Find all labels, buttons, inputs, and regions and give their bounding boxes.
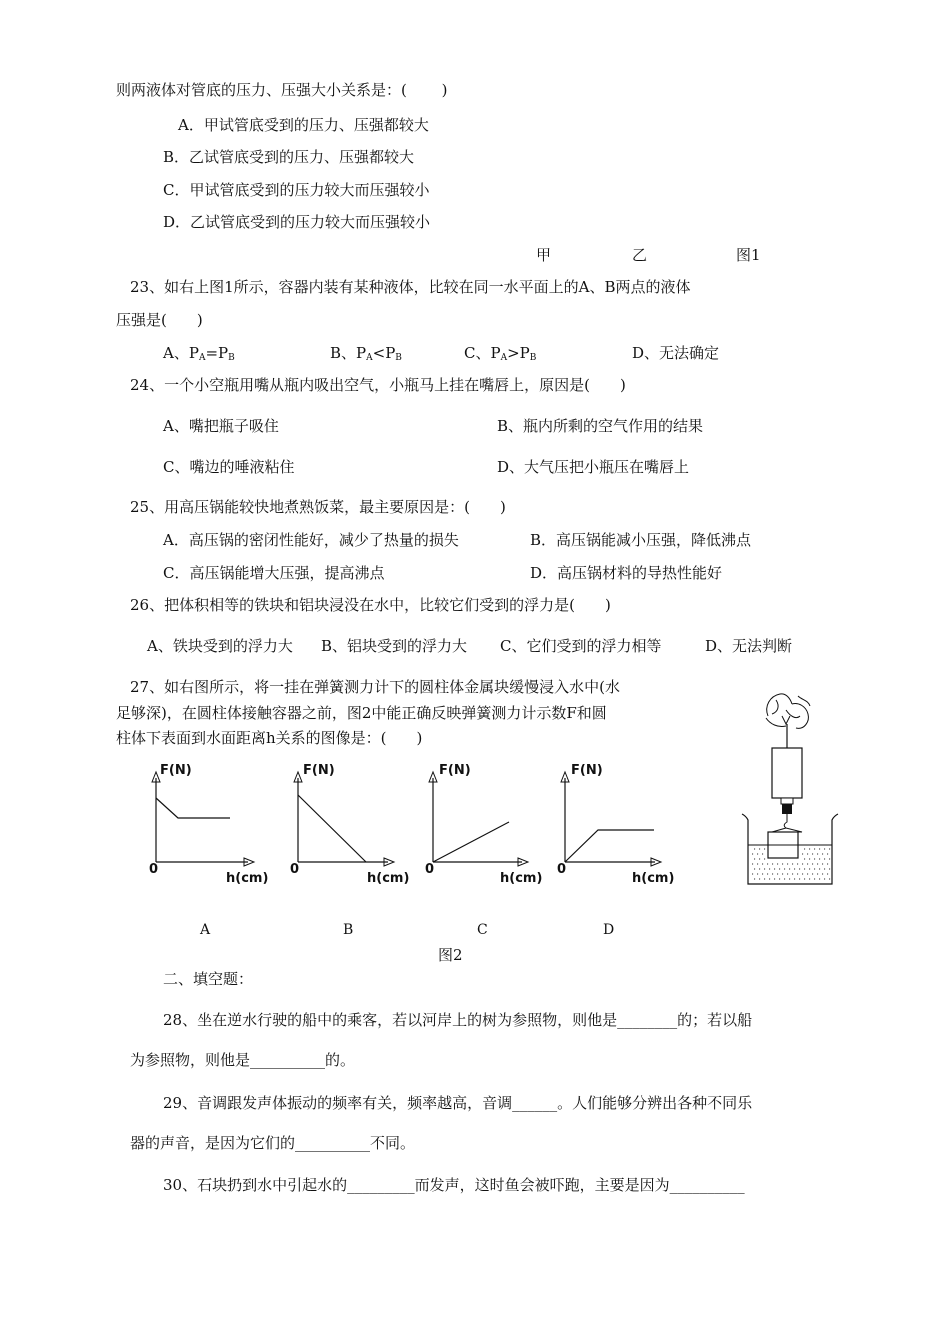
spring-scale-bottom-cap (782, 804, 792, 814)
water-dot (817, 873, 818, 874)
fig1-label-jia: 甲 (536, 246, 552, 264)
water-dot (797, 873, 798, 874)
water-dot (819, 868, 820, 869)
water-dot (809, 858, 810, 859)
water-dot (814, 868, 815, 869)
water-dot (817, 853, 818, 854)
water-dot (829, 878, 830, 879)
water-dot (759, 868, 760, 869)
water-dot (822, 853, 823, 854)
graph-d-origin: 0 (557, 862, 567, 877)
water-dot (764, 878, 765, 879)
water-dot (809, 878, 810, 879)
water-dot (759, 858, 760, 859)
q23-c-mid: >P (507, 344, 530, 362)
graph-a-origin: 0 (149, 862, 159, 877)
water-dot (757, 863, 758, 864)
graph-c-y-label: F(N) (439, 763, 471, 778)
water-dot (809, 848, 810, 849)
water-dot (814, 848, 815, 849)
water-dot (824, 858, 825, 859)
q25-stem: 25、用高压锅能较快地煮熟饭菜，最主要原因是：( ) (130, 498, 506, 516)
water-dot (754, 858, 755, 859)
q22-option-c: C．甲试管底受到的压力较大而压强较小 (163, 181, 430, 199)
water-dot (752, 853, 753, 854)
water-dot (799, 878, 800, 879)
q26-option-b: B、铝块受到的浮力大 (321, 637, 468, 655)
q25-option-c: C．高压锅能增大压强，提高沸点 (163, 564, 385, 582)
water-dot (764, 868, 765, 869)
q26-stem: 26、把体积相等的铁块和铝块浸没在水中，比较它们受到的浮力是( ) (130, 596, 611, 614)
q28-line2: 为参照物，则他是__________的。 (130, 1051, 356, 1069)
water-dot (827, 863, 828, 864)
spring-scale-neck (781, 798, 793, 804)
q23-a-sub1: A (198, 353, 206, 363)
water-dot (812, 873, 813, 874)
q26-option-a: A、铁块受到的浮力大 (147, 637, 293, 655)
water-dot (767, 873, 768, 874)
water-dot (807, 863, 808, 864)
q22-option-a: A．甲试管底受到的压力、压强都较大 (178, 116, 429, 134)
fig2-caption: 图2 (438, 946, 463, 964)
fig1-caption: 图1 (736, 246, 761, 264)
q22-stem: 则两液体对管底的压力、压强大小关系是：( ) (116, 81, 448, 99)
q25-option-d: D．高压锅材料的导热性能好 (530, 564, 723, 582)
water-dot (789, 868, 790, 869)
graph-b-option-label: B (343, 922, 354, 938)
q28-line1: 28、坐在逆水行驶的船中的乘客，若以河岸上的树为参照物，则他是________的；若以船 (163, 1011, 753, 1029)
graph-a-y-label: F(N) (160, 763, 192, 778)
water-dot (824, 878, 825, 879)
water-dot (769, 868, 770, 869)
graph-b-x-label: h(cm) (367, 871, 410, 886)
water-dot (772, 863, 773, 864)
water-dot (782, 863, 783, 864)
graph-d-y-label: F(N) (571, 763, 603, 778)
q29-line1: 29、音调跟发声体振动的频率有关，频率越高，音调______。人们能够分辨出各种不同乐 (163, 1094, 753, 1112)
hook-bottom (784, 814, 787, 828)
water-dot (822, 873, 823, 874)
q24-option-c: C、嘴边的唾液粘住 (163, 458, 295, 476)
water-dot (819, 878, 820, 879)
q27-stem-line3: 柱体下表面到水面距离h关系的图像是：( ) (116, 729, 423, 747)
water-dot (762, 873, 763, 874)
water-dot (819, 858, 820, 859)
q24-option-a: A、嘴把瓶子吸住 (163, 417, 279, 435)
hand-drawing (766, 694, 810, 728)
q23-stem-line1: 23、如右上图1所示，容器内装有某种液体，比较在同一水平面上的A、B两点的液体 (130, 278, 691, 296)
water-dot (782, 873, 783, 874)
section2-title: 二、填空题： (163, 970, 254, 988)
graph-c-origin: 0 (425, 862, 435, 877)
q22-option-d: D．乙试管底受到的压力较大而压强较小 (163, 213, 431, 231)
graph-d-x-label: h(cm) (632, 871, 675, 886)
water-dot (807, 853, 808, 854)
water-dot (829, 848, 830, 849)
water-dot (822, 863, 823, 864)
graph-a-option-label: A (200, 922, 211, 938)
water-dot (812, 863, 813, 864)
water-dot (764, 858, 765, 859)
q23-stem-line2: 压强是( ) (116, 311, 203, 329)
water-dot (829, 868, 830, 869)
water-dot (817, 863, 818, 864)
q26-option-d: D、无法判断 (705, 637, 793, 655)
water-dot (824, 868, 825, 869)
water-dot (762, 863, 763, 864)
q30-line1: 30、石块扔到水中引起水的_________而发声，这时鱼会被吓跑，主要是因为__________ (163, 1176, 745, 1194)
q23-c-sub1: A (500, 353, 508, 363)
q23-b-sub2: B (395, 353, 402, 363)
q23-c-pre: C、P (464, 344, 501, 362)
q26-option-c: C、它们受到的浮力相等 (500, 637, 662, 655)
water-dot (774, 868, 775, 869)
fig1-label-yi: 乙 (632, 246, 648, 264)
water-dot (794, 878, 795, 879)
water-dot (772, 873, 773, 874)
water-dot (804, 868, 805, 869)
graph-a-x-label: h(cm) (226, 871, 269, 886)
water-dot (757, 853, 758, 854)
water-dot (762, 853, 763, 854)
spring-scale-body (772, 748, 802, 798)
water-dot (797, 863, 798, 864)
water-dot (779, 878, 780, 879)
q24-option-b: B、瓶内所剩的空气作用的结果 (497, 417, 704, 435)
water-dot (804, 858, 805, 859)
water-dot (804, 878, 805, 879)
water-dot (757, 873, 758, 874)
water-dot (807, 873, 808, 874)
q23-a-sub2: B (228, 353, 235, 363)
water-dot (784, 878, 785, 879)
water-dot (814, 858, 815, 859)
water-dot (774, 878, 775, 879)
water-dot (777, 863, 778, 864)
water-dot (819, 848, 820, 849)
water-dot (787, 863, 788, 864)
water-dot (769, 878, 770, 879)
q27-stem-line2: 足够深)，在圆柱体接触容器之前，图2中能正确反映弹簧测力计示数F和圆 (116, 704, 607, 722)
q23-a-pre: A、P (163, 344, 199, 362)
water-dot (754, 868, 755, 869)
q29-line2: 器的声音，是因为它们的__________不同。 (130, 1134, 416, 1152)
water-dot (752, 873, 753, 874)
water-dot (802, 863, 803, 864)
water-dot (789, 878, 790, 879)
water-dot (752, 863, 753, 864)
graph-c-x-label: h(cm) (500, 871, 543, 886)
water-dot (814, 878, 815, 879)
water-dot (802, 873, 803, 874)
q24-stem: 24、一个小空瓶用嘴从瓶内吸出空气，小瓶马上挂在嘴唇上，原因是( ) (130, 376, 626, 394)
graph-c-option-label: C (477, 922, 488, 938)
q22-option-b: B．乙试管底受到的压力、压强都较大 (163, 148, 415, 166)
q23-c-sub2: B (529, 353, 537, 363)
q24-option-d: D、大气压把小瓶压在嘴唇上 (497, 458, 690, 476)
water-dot (754, 878, 755, 879)
water-dot (777, 873, 778, 874)
graph-b-y-label: F(N) (303, 763, 335, 778)
water-dot (824, 848, 825, 849)
q25-option-b: B．高压锅能减小压强，降低沸点 (530, 531, 752, 549)
water-dot (812, 853, 813, 854)
water-dot (754, 848, 755, 849)
q27-stem-line1: 27、如右图所示，将一挂在弹簧测力计下的圆柱体金属块缓慢浸入水中(水 (130, 678, 620, 696)
water-dot (759, 848, 760, 849)
water-dot (804, 848, 805, 849)
water-dot (827, 853, 828, 854)
q23-option-d: D、无法确定 (632, 344, 720, 362)
q23-b-pre: B、P (330, 344, 367, 362)
graph-d-option-label: D (603, 922, 615, 938)
water-dot (799, 868, 800, 869)
water-dot (794, 868, 795, 869)
water-dot (809, 868, 810, 869)
water-dot (792, 873, 793, 874)
water-dot (792, 863, 793, 864)
water-dot (829, 858, 830, 859)
water-dot (784, 868, 785, 869)
q23-b-mid: <P (372, 344, 396, 362)
water-dot (787, 873, 788, 874)
q23-a-mid: =P (205, 344, 229, 362)
water-dot (767, 863, 768, 864)
q23-b-sub1: A (366, 353, 373, 363)
q25-option-a: A．高压锅的密闭性能好，减少了热量的损失 (163, 531, 459, 549)
water-dot (827, 873, 828, 874)
water-dot (779, 868, 780, 869)
graph-b-origin: 0 (290, 862, 300, 877)
water-dot (764, 848, 765, 849)
water-dot (802, 853, 803, 854)
water-dot (759, 878, 760, 879)
